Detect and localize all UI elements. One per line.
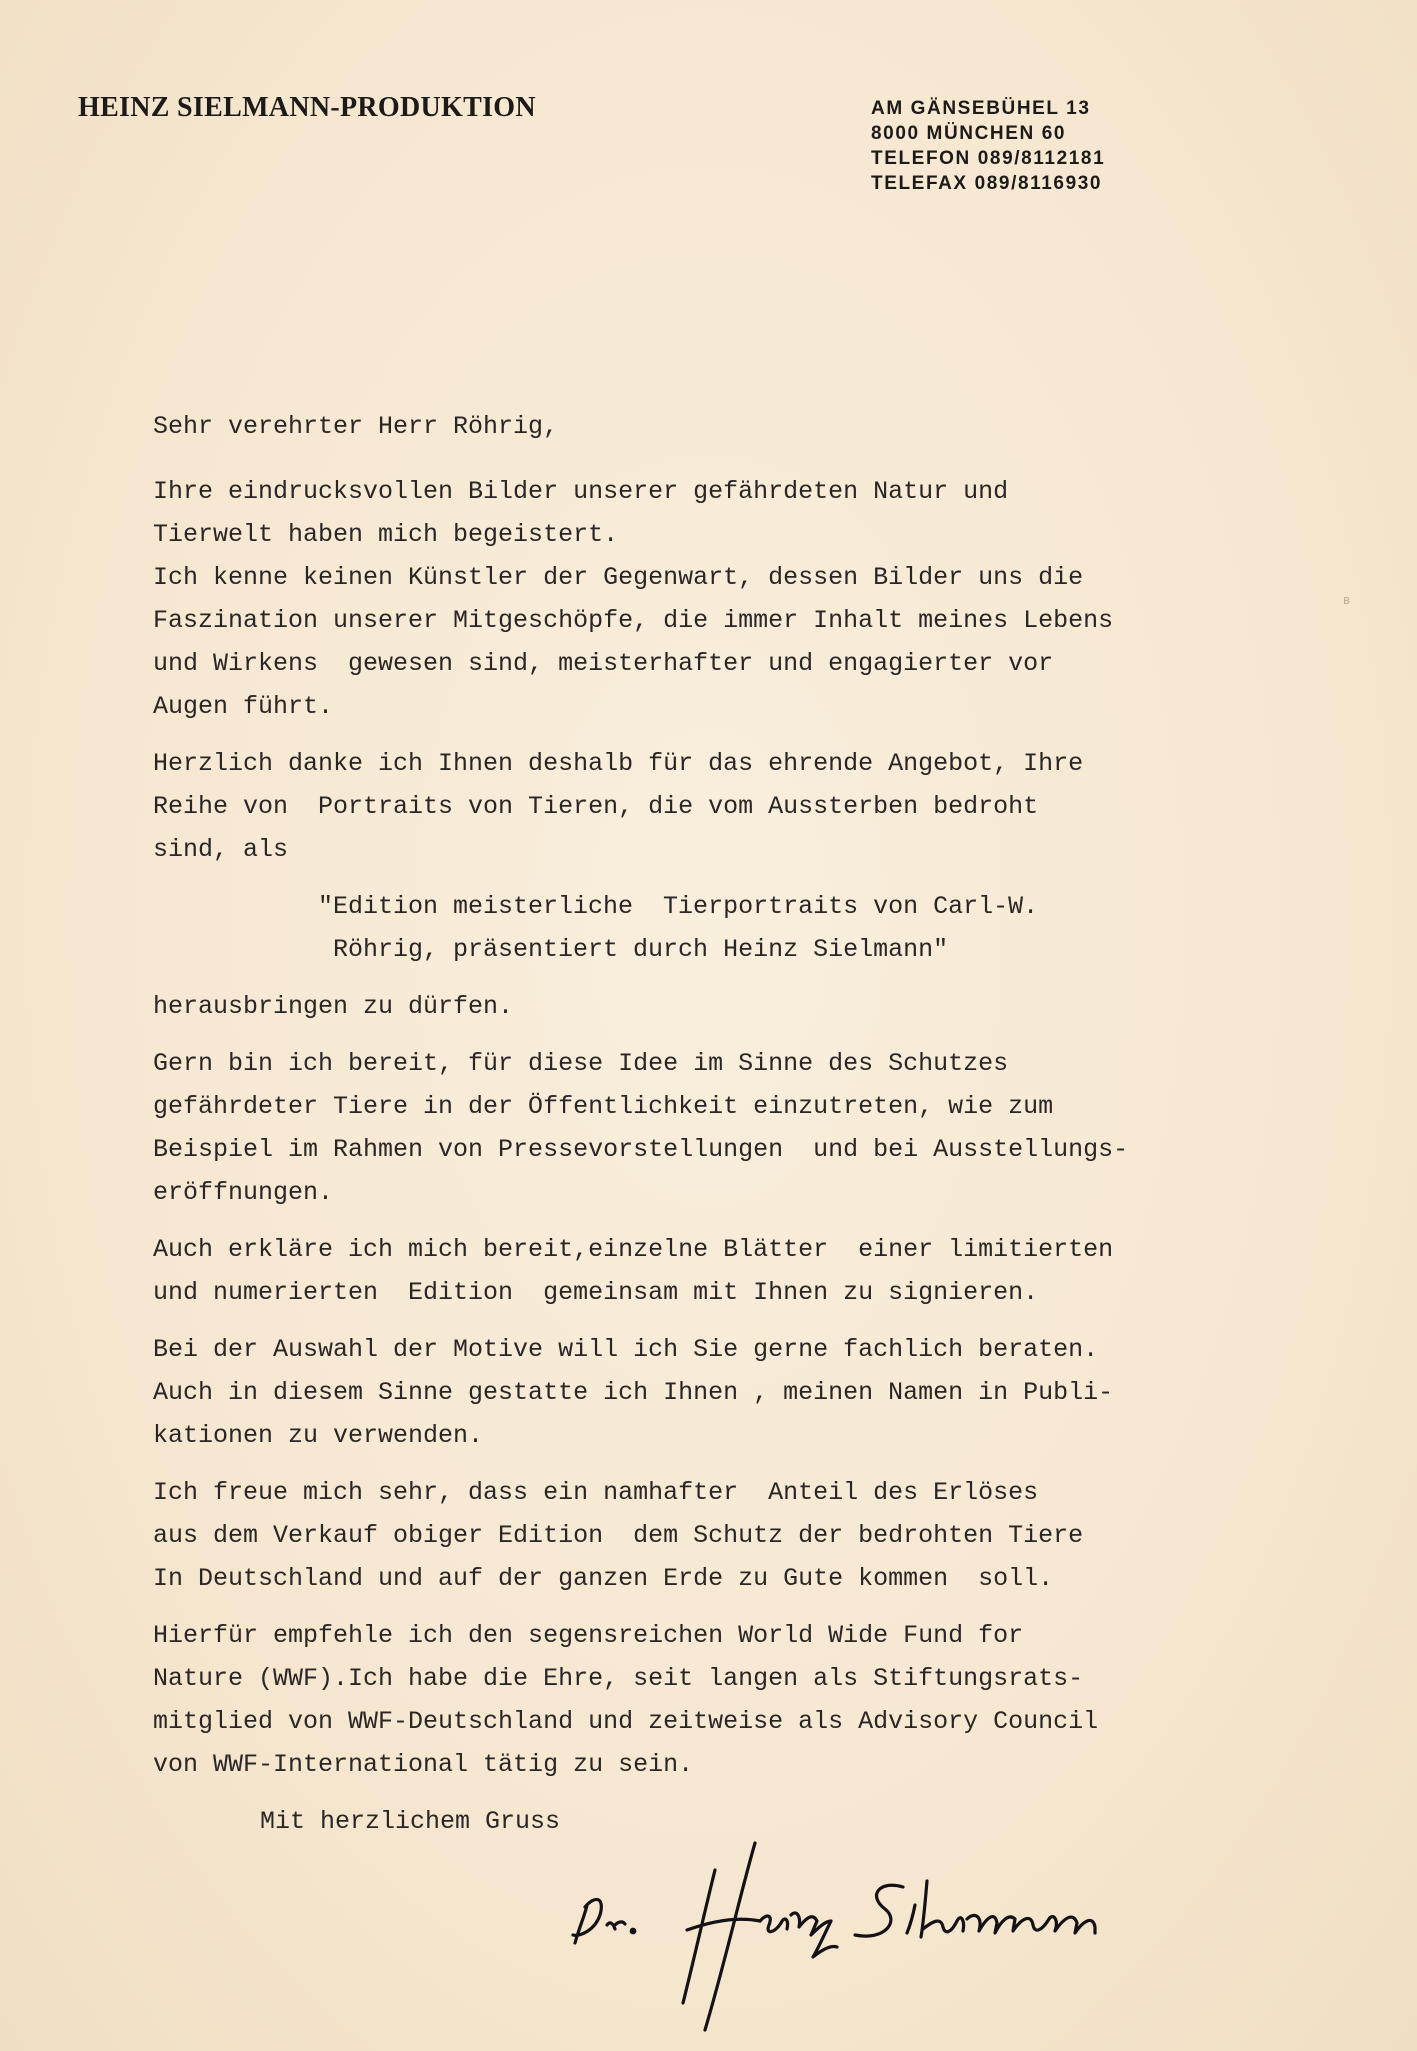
text-line: Augen führt. [153,692,334,721]
text-line: In Deutschland und auf der ganzen Erde zu Gute kommen soll. [153,1564,1054,1593]
text-line: Auch in diesem Sinne gestatte ich Ihnen , meinen Namen in Publi- [153,1378,1114,1407]
text-line: sind, als [153,835,289,864]
text-line: Herzlich danke ich Ihnen deshalb für das ehrende Angebot, Ihre [153,749,1084,778]
text-line: Ihre eindrucksvollen Bilder unserer gefährdeten Natur und [153,477,1009,506]
text-line: herausbringen zu dürfen. [153,992,514,1021]
text-line: von WWF-International tätig zu sein. [153,1750,694,1779]
letterhead-street: AM GÄNSEBÜHEL 13 [871,98,1091,119]
salutation: Sehr verehrter Herr Röhrig, [153,412,559,441]
letterhead-phone: TELEFON 089/8112181 [871,148,1106,169]
text-line: Auch erkläre ich mich bereit,einzelne Blätter einer limitierten [153,1235,1114,1264]
paragraph-8 [153,1614,1353,1786]
letterhead-city: 8000 MÜNCHEN 60 [871,123,1067,144]
text-line: und Wirkens gewesen sind, meisterhafter und engagierter vor [153,649,1054,678]
text-line: kationen zu verwenden. [153,1421,484,1450]
paragraph-5 [153,1228,1353,1314]
text-line: Reihe von Portraits von Tieren, die vom Aussterben bedroht [153,792,1039,821]
text-line: Tierwelt haben mich begeistert. [153,520,619,549]
paragraph-3 [153,985,1353,1028]
text-line: Ich kenne keinen Künstler der Gegenwart, dessen Bilder uns die [153,563,1084,592]
paragraph-4 [153,1042,1353,1214]
letterhead-address-block [871,96,1105,196]
edition-title-quote [153,885,1353,971]
text-line: Faszination unserer Mitgeschöpfe, die immer Inhalt meines Lebens [153,606,1114,635]
text-line: eröffnungen. [153,1178,334,1207]
text-line: mitglied von WWF-Deutschland und zeitweise als Advisory Council [153,1707,1099,1736]
text-line: "Edition meisterliche Tierportraits von Carl-W. [318,892,1039,921]
text-line: Röhrig, präsentiert durch Heinz Sielmann" [333,935,949,964]
text-line: Gern bin ich bereit, für diese Idee im Sinne des Schutzes [153,1049,1009,1078]
text-line: Bei der Auswahl der Motive will ich Sie gerne fachlich beraten. [153,1335,1099,1364]
paragraph-1 [153,470,1353,728]
closing: Mit herzlichem Gruss [260,1807,561,1836]
text-line: Ich freue mich sehr, dass ein namhafter Anteil des Erlöses [153,1478,1039,1507]
text-line: Beispiel im Rahmen von Pressevorstellungen und bei Ausstellungs- [153,1135,1129,1164]
letter-body [153,405,1353,1843]
text-line: aus dem Verkauf obiger Edition dem Schutz der bedrohten Tiere [153,1521,1084,1550]
text-line: Nature (WWF).Ich habe die Ehre, seit langen als Stiftungsrats- [153,1664,1084,1693]
text-line: Hierfür empfehle ich den segensreichen World Wide Fund for [153,1621,1024,1650]
text-line: gefährdeter Tiere in der Öffentlichkeit einzutreten, wie zum [153,1092,1054,1121]
margin-mark: ʙ [1343,593,1350,607]
paragraph-7 [153,1471,1353,1600]
paragraph-6 [153,1328,1353,1457]
handwritten-signature [555,1825,1175,2035]
paragraph-2 [153,742,1353,871]
text-line: und numerierten Edition gemeinsam mit Ihnen zu signieren. [153,1278,1039,1307]
letterhead-company-name: HEINZ SIELMANN-PRODUKTION [78,92,536,123]
letterhead-fax: TELEFAX 089/8116930 [871,173,1103,194]
